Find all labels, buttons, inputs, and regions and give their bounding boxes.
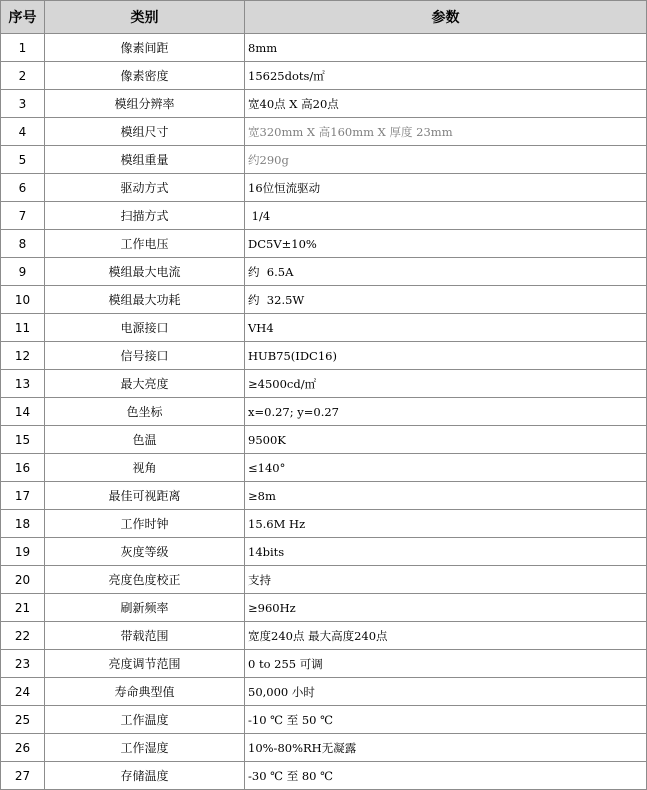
row-category: 寿命典型值	[45, 678, 245, 706]
row-number: 17	[1, 482, 45, 510]
table-row	[1, 454, 647, 482]
row-number: 3	[1, 90, 45, 118]
table-row	[1, 482, 647, 510]
table-row	[1, 146, 647, 174]
row-category: 驱动方式	[45, 174, 245, 202]
row-number: 14	[1, 398, 45, 426]
row-value: 15.6M Hz	[245, 510, 647, 538]
row-number: 12	[1, 342, 45, 370]
row-value: 0 to 255 可调	[245, 650, 647, 678]
table-row	[1, 118, 647, 146]
row-category: 模组最大功耗	[45, 286, 245, 314]
row-category: 视角	[45, 454, 245, 482]
table-row	[1, 230, 647, 258]
row-number: 24	[1, 678, 45, 706]
row-category: 模组最大电流	[45, 258, 245, 286]
table-row	[1, 370, 647, 398]
row-value: x=0.27; y=0.27	[245, 398, 647, 426]
row-category: 亮度调节范围	[45, 650, 245, 678]
table-row	[1, 762, 647, 790]
row-category: 色温	[45, 426, 245, 454]
row-number: 25	[1, 706, 45, 734]
row-value: ≤140°	[245, 454, 647, 482]
table-row	[1, 174, 647, 202]
header-category: 类别	[45, 1, 245, 34]
header-params: 参数	[245, 1, 647, 34]
row-category: 模组重量	[45, 146, 245, 174]
row-value: DC5V±10%	[245, 230, 647, 258]
table-row	[1, 258, 647, 286]
row-number: 16	[1, 454, 45, 482]
row-number: 21	[1, 594, 45, 622]
row-number: 20	[1, 566, 45, 594]
row-number: 23	[1, 650, 45, 678]
row-value: 10%-80%RH无凝露	[245, 734, 647, 762]
row-value: 16位恒流驱动	[245, 174, 647, 202]
table-row	[1, 678, 647, 706]
table-row	[1, 594, 647, 622]
table-body	[1, 34, 647, 790]
row-category: 色坐标	[45, 398, 245, 426]
table-row	[1, 510, 647, 538]
row-category: 模组尺寸	[45, 118, 245, 146]
row-value: 宽40点 X 高20点	[245, 90, 647, 118]
row-number: 2	[1, 62, 45, 90]
table-row	[1, 650, 647, 678]
row-category: 工作电压	[45, 230, 245, 258]
row-category: 工作温度	[45, 706, 245, 734]
table-row	[1, 734, 647, 762]
table-row	[1, 706, 647, 734]
row-number: 7	[1, 202, 45, 230]
header-row	[1, 1, 647, 34]
row-value: 约 6.5A	[245, 258, 647, 286]
row-category: 像素间距	[45, 34, 245, 62]
row-value: 8mm	[245, 34, 647, 62]
row-category: 工作时钟	[45, 510, 245, 538]
row-value: 1/4	[245, 202, 647, 230]
row-value: 9500K	[245, 426, 647, 454]
row-category: 最大亮度	[45, 370, 245, 398]
row-number: 22	[1, 622, 45, 650]
row-value: 宽320mm X 高160mm X 厚度 23mm	[245, 118, 647, 146]
row-category: 刷新频率	[45, 594, 245, 622]
row-number: 4	[1, 118, 45, 146]
row-category: 最佳可视距离	[45, 482, 245, 510]
row-number: 10	[1, 286, 45, 314]
row-value: -30 ℃ 至 80 ℃	[245, 762, 647, 790]
row-category: 扫描方式	[45, 202, 245, 230]
row-number: 9	[1, 258, 45, 286]
row-value: HUB75(IDC16)	[245, 342, 647, 370]
table-row	[1, 622, 647, 650]
row-category: 模组分辨率	[45, 90, 245, 118]
row-category: 信号接口	[45, 342, 245, 370]
row-number: 11	[1, 314, 45, 342]
row-number: 8	[1, 230, 45, 258]
table-row	[1, 426, 647, 454]
row-value: 约290g	[245, 146, 647, 174]
row-category: 存储温度	[45, 762, 245, 790]
row-value: ≥960Hz	[245, 594, 647, 622]
table-row	[1, 34, 647, 62]
row-number: 6	[1, 174, 45, 202]
row-value: 50,000 小时	[245, 678, 647, 706]
table-row	[1, 538, 647, 566]
row-number: 27	[1, 762, 45, 790]
row-value: -10 ℃ 至 50 ℃	[245, 706, 647, 734]
table-row	[1, 286, 647, 314]
row-category: 亮度色度校正	[45, 566, 245, 594]
row-category: 工作湿度	[45, 734, 245, 762]
row-number: 18	[1, 510, 45, 538]
row-value: 宽度240点 最大高度240点	[245, 622, 647, 650]
row-category: 带载范围	[45, 622, 245, 650]
row-number: 19	[1, 538, 45, 566]
row-value: VH4	[245, 314, 647, 342]
row-category: 电源接口	[45, 314, 245, 342]
table-row	[1, 398, 647, 426]
table-row	[1, 90, 647, 118]
table-header	[1, 1, 647, 34]
table-row	[1, 342, 647, 370]
table-row	[1, 314, 647, 342]
row-number: 5	[1, 146, 45, 174]
row-value: 15625dots/㎡	[245, 62, 647, 90]
table-row	[1, 202, 647, 230]
row-value: 约 32.5W	[245, 286, 647, 314]
table-row	[1, 566, 647, 594]
row-value: 支持	[245, 566, 647, 594]
row-category: 灰度等级	[45, 538, 245, 566]
row-number: 15	[1, 426, 45, 454]
row-number: 26	[1, 734, 45, 762]
row-category: 像素密度	[45, 62, 245, 90]
header-index: 序号	[1, 1, 45, 34]
row-number: 1	[1, 34, 45, 62]
table-row	[1, 62, 647, 90]
row-number: 13	[1, 370, 45, 398]
row-value: ≥4500cd/㎡	[245, 370, 647, 398]
row-value: 14bits	[245, 538, 647, 566]
row-value: ≥8m	[245, 482, 647, 510]
